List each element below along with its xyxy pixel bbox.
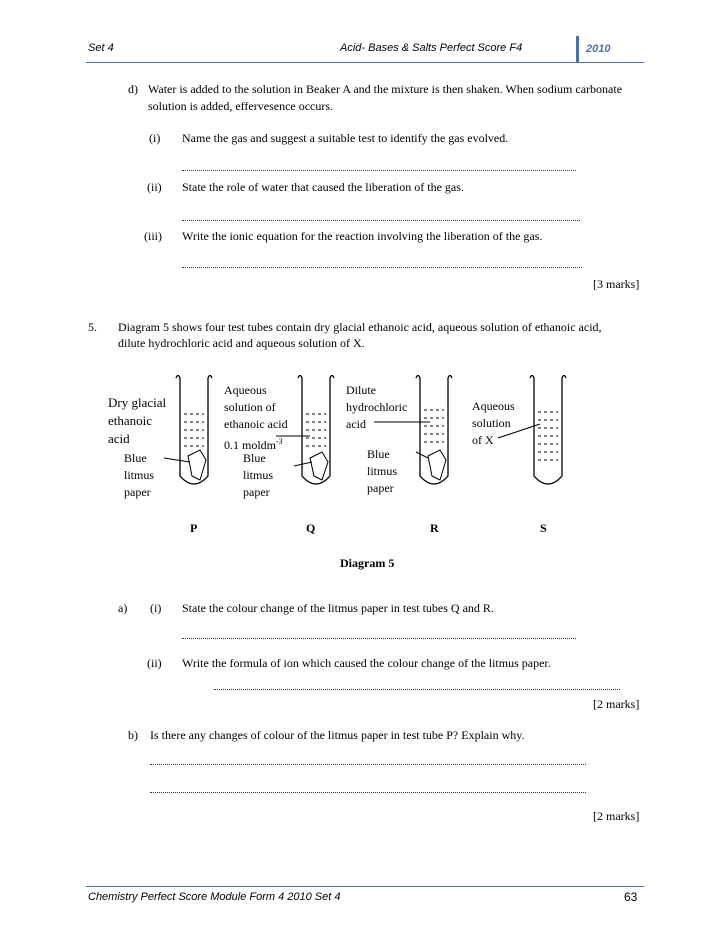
footer-text: Chemistry Perfect Score Module Form 4 2010 Set 4 [88,891,341,903]
diagram-caption: Diagram 5 [340,556,395,570]
q-d-ii-num: (ii) [147,180,162,194]
footer-rule [86,886,644,887]
page-number: 63 [624,890,638,904]
header-title: Acid- Bases & Salts Perfect Score F4 [340,42,523,54]
q-d-iii-text: Write the ionic equation for the reaction involving the liberation of the gas. [182,229,543,243]
q-a-i-text: State the colour change of the litmus paper in test tubes Q and R. [182,601,494,615]
q-b-label: b) [128,728,138,742]
q-d-marks: [3 marks] [593,277,640,291]
q-d-iii-num: (iii) [144,229,162,243]
q5-text-1: Diagram 5 shows four test tubes contain dry glacial ethanoic acid, aqueous solution of ethanoic acid, [118,320,602,334]
test-tube-p [164,376,212,485]
label-tube-s: Aqueous solution of X [472,399,515,447]
q-d-i-num: (i) [149,131,161,145]
q-b-text: Is there any changes of colour of the litmus paper in test tube P? Explain why. [150,728,525,742]
answer-line[interactable] [214,689,620,690]
label-tube-p-paper: Blue litmus paper [124,451,155,499]
answer-line[interactable] [150,764,586,765]
tube-letter-p: P [190,521,198,535]
q-a-ii-num: (ii) [147,656,162,670]
label-tube-q-paper: Blue litmus paper [243,451,274,499]
label-tube-r: Dilute hydrochloric acid [346,383,408,431]
answer-line[interactable] [182,638,576,639]
q-a-i-num: (i) [150,601,162,615]
q5-text-2: dilute hydrochloric acid and aqueous solution of X. [118,336,365,350]
q-d-text-2: solution is added, effervesence occurs. [148,99,334,113]
q-d-i-text: Name the gas and suggest a suitable test to identify the gas evolved. [182,131,509,145]
q5-number: 5. [88,320,97,334]
header-year: 2010 [586,43,611,55]
q-b-marks: [2 marks] [593,809,640,823]
q-d-text-1: Water is added to the solution in Beaker A and the mixture is then shaken. When sodium carbonate [148,82,623,96]
label-tube-p: Dry glacial ethanoic acid [108,395,167,446]
q-a-ii-text: Write the formula of ion which caused the colour change of the litmus paper. [182,656,551,670]
q-d-label: d) [128,82,138,96]
tube-letter-q: Q [306,521,316,535]
answer-line[interactable] [150,792,586,793]
q-a-label: a) [118,601,128,615]
label-tube-r-paper: Blue litmus paper [367,447,398,495]
tube-letter-r: R [430,521,439,535]
tube-letter-s: S [540,521,547,535]
q-d-ii-text: State the role of water that caused the liberation of the gas. [182,180,464,194]
q-a-marks: [2 marks] [593,697,640,711]
label-tube-q: Aqueous solution of ethanoic acid 0.1 moldm$^{-3}$ [224,383,288,452]
header-set: Set 4 [88,42,114,54]
